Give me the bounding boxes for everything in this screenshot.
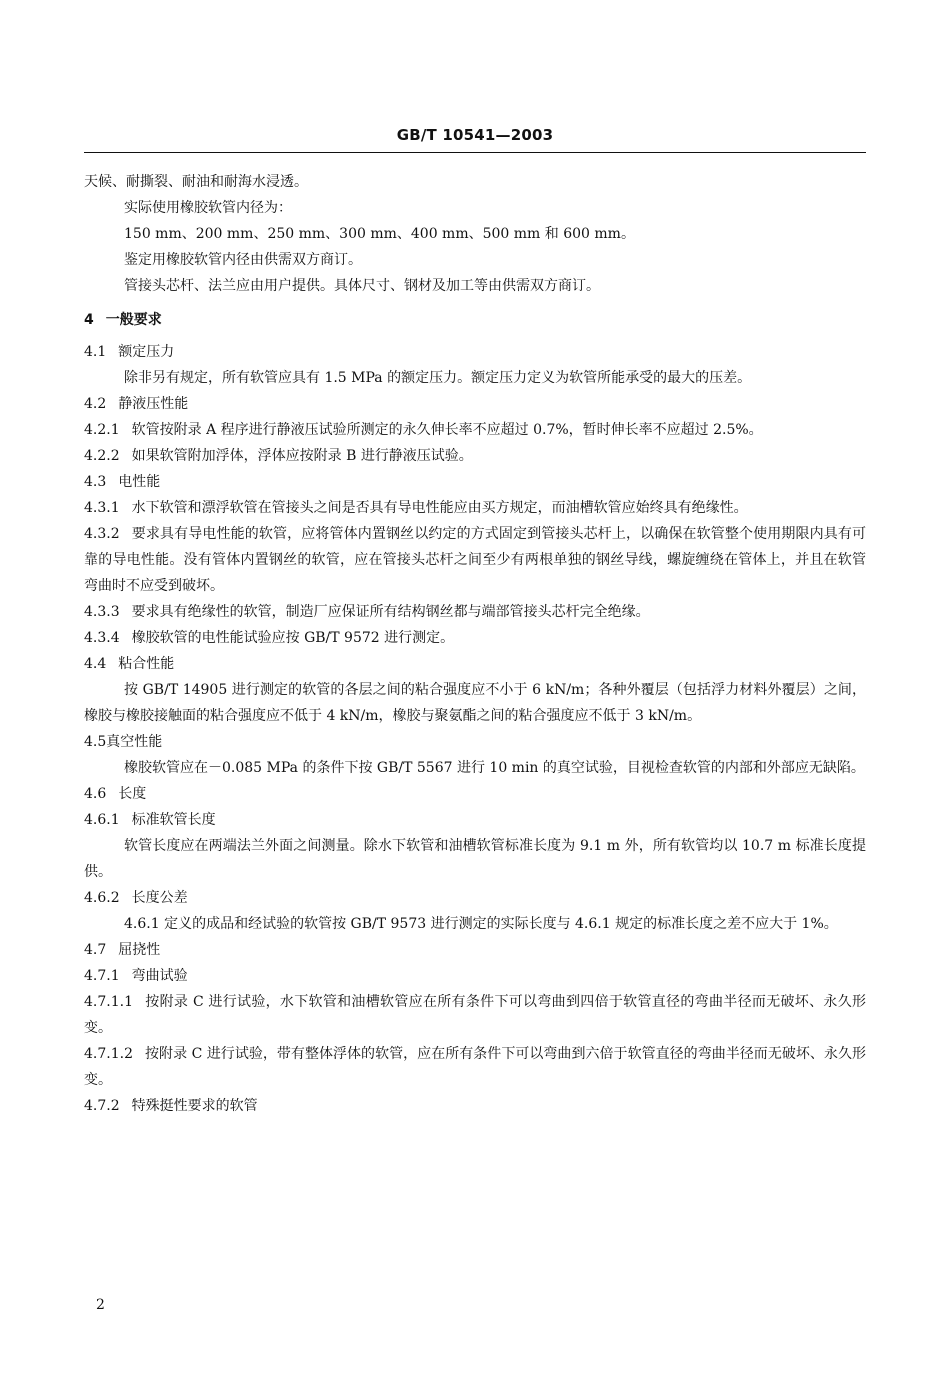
section-4-heading: [84, 307, 866, 333]
paragraph-identification-diameter: 鉴定用橡胶软管内径由供需双方商订。: [124, 252, 362, 268]
section-4-2-heading: [84, 391, 866, 417]
section-4-6-1-text: 软管长度应在两端法兰外面之间测量。除水下软管和油槽软管标准长度为 9.1 m 外，所有软管均以 10.7 m 标准长度提供。: [84, 838, 866, 880]
section-4-1-title: 额定压力: [118, 344, 175, 360]
section-4-3-3-text: 要求具有绝缘性的软管，制造厂应保证所有结构钢丝都与端部管接头芯杆完全绝缘。: [131, 604, 650, 620]
section-4-3-1: [84, 495, 866, 521]
section-4-5-title: 真空性能: [106, 734, 163, 750]
section-4-7-1-2-number: 4.7.1.2: [84, 1046, 133, 1062]
section-4-7-title: 屈挠性: [118, 942, 161, 958]
section-4-3-4: [84, 625, 866, 651]
section-4-6-1-number: 4.6.1: [84, 812, 120, 828]
section-4-7-1-2: [84, 1041, 866, 1093]
section-4-3-number: 4.3: [84, 474, 107, 490]
section-4-4-text: 按 GB/T 14905 进行测定的软管的各层之间的粘合强度应不小于 6 kN/m；各种外覆层（包括浮力材料外覆层）之间，橡胶与橡胶接触面的粘合强度应不低于 4 kN/m，橡胶与聚氨酯之间的粘合强度应不低于 3 kN/m。: [84, 682, 866, 724]
section-4-7-2-heading: [84, 1093, 866, 1119]
section-4-7-2-number: 4.7.2: [84, 1098, 120, 1114]
section-4-6-2-heading: [84, 885, 866, 911]
section-4-3-title: 电性能: [118, 474, 161, 490]
section-4-3-1-text: 水下软管和漂浮软管在管接头之间是否具有导电性能应由买方规定，而油槽软管应始终具有绝缘性。: [131, 500, 748, 516]
section-4-6-number: 4.6: [84, 786, 107, 802]
section-4-3-4-number: 4.3.4: [84, 630, 120, 646]
section-4-4-title: 粘合性能: [118, 656, 175, 672]
section-4-3-2: [84, 521, 866, 599]
paragraph-coupling-supply: 管接头芯杆、法兰应由用户提供。具体尺寸、钢材及加工等由供需双方商订。: [124, 278, 600, 294]
intro-line: 天候、耐撕裂、耐油和耐海水浸透。: [84, 174, 308, 190]
section-4-2-number: 4.2: [84, 396, 107, 412]
section-4-7-1-2-text: 按附录 C 进行试验，带有整体浮体的软管，应在所有条件下可以弯曲到六倍于软管直径的弯曲半径而无破坏、永久形变。: [84, 1046, 866, 1088]
paragraph-inner-diameter-intro: 实际使用橡胶软管内径为：: [124, 200, 292, 216]
page-number: 2: [96, 1297, 105, 1313]
page-header-title: GB/T 10541—2003: [396, 126, 554, 144]
section-4-2-2-text: 如果软管附加浮体，浮体应按附录 B 进行静液压试验。: [131, 448, 473, 464]
section-4-7-1-1-text: 按附录 C 进行试验，水下软管和油槽软管应在所有条件下可以弯曲到四倍于软管直径的弯曲半径而无破坏、永久形变。: [84, 994, 866, 1036]
section-4-7-2-title: 特殊挺性要求的软管: [131, 1098, 258, 1114]
section-4-2-1-number: 4.2.1: [84, 422, 120, 438]
section-4-7-1-title: 弯曲试验: [131, 968, 188, 984]
section-4-7-number: 4.7: [84, 942, 107, 958]
section-4-7-1-1: [84, 989, 866, 1041]
document-body: [84, 169, 866, 1119]
section-4-3-1-number: 4.3.1: [84, 500, 120, 516]
section-4-2-1: [84, 417, 866, 443]
section-4-6-title: 长度: [118, 786, 147, 802]
section-4-3-2-text: 要求具有导电性能的软管，应将管体内置钢丝以约定的方式固定到管接头芯杆上，以确保在软管整个使用期限内具有可靠的导电性能。没有管体内置钢丝的软管，应在管接头芯杆之间至少有两根单独的钢丝导线，螺旋缠绕在管体上，并且在软管弯曲时不应受到破坏。: [84, 526, 866, 594]
section-4-3-4-text: 橡胶软管的电性能试验应按 GB/T 9572 进行测定。: [131, 630, 455, 646]
section-4-number: 4: [84, 312, 94, 328]
section-4-7-1-number: 4.7.1: [84, 968, 120, 984]
section-4-5-number: 4.5: [84, 734, 107, 750]
section-4-1-heading: [84, 339, 866, 365]
section-4-3-2-number: 4.3.2: [84, 526, 120, 542]
section-4-2-2-number: 4.2.2: [84, 448, 120, 464]
section-4-3-3: [84, 599, 866, 625]
section-4-1-number: 4.1: [84, 344, 107, 360]
section-4-2-1-text: 软管按附录 A 程序进行静液压试验所测定的永久伸长率不应超过 0.7%，暂时伸长率不应超过 2.5%。: [131, 422, 763, 438]
section-4-2-title: 静液压性能: [118, 396, 189, 412]
section-4-5-text: 橡胶软管应在－0.085 MPa 的条件下按 GB/T 5567 进行 10 min 的真空试验，目视检查软管的内部和外部应无缺陷。: [124, 760, 865, 776]
section-4-3-3-number: 4.3.3: [84, 604, 120, 620]
section-4-3-heading: [84, 469, 866, 495]
section-4-2-2: [84, 443, 866, 469]
section-4-7-1-heading: [84, 963, 866, 989]
section-4-6-1-heading: [84, 807, 866, 833]
section-4-5-heading: [84, 729, 866, 755]
section-4-1-text: 除非另有规定，所有软管应具有 1.5 MPa 的额定压力。额定压力定义为软管所能承受的最大的压差。: [124, 370, 752, 386]
section-4-6-2-title: 长度公差: [131, 890, 188, 906]
section-4-7-heading: [84, 937, 866, 963]
paragraph-inner-diameter-list: 150 mm、200 mm、250 mm、300 mm、400 mm、500 mm 和 600 mm。: [124, 226, 635, 242]
header-rule: [84, 152, 866, 153]
section-4-4-heading: [84, 651, 866, 677]
section-4-4-number: 4.4: [84, 656, 107, 672]
section-4-7-1-1-number: 4.7.1.1: [84, 994, 133, 1010]
section-4-6-1-title: 标准软管长度: [131, 812, 216, 828]
section-4-6-heading: [84, 781, 866, 807]
section-4-title: 一般要求: [105, 312, 162, 328]
section-4-6-2-text: 4.6.1 定义的成品和经试验的软管按 GB/T 9573 进行测定的实际长度与 4.6.1 规定的标准长度之差不应大于 1%。: [124, 916, 838, 932]
section-4-6-2-number: 4.6.2: [84, 890, 120, 906]
